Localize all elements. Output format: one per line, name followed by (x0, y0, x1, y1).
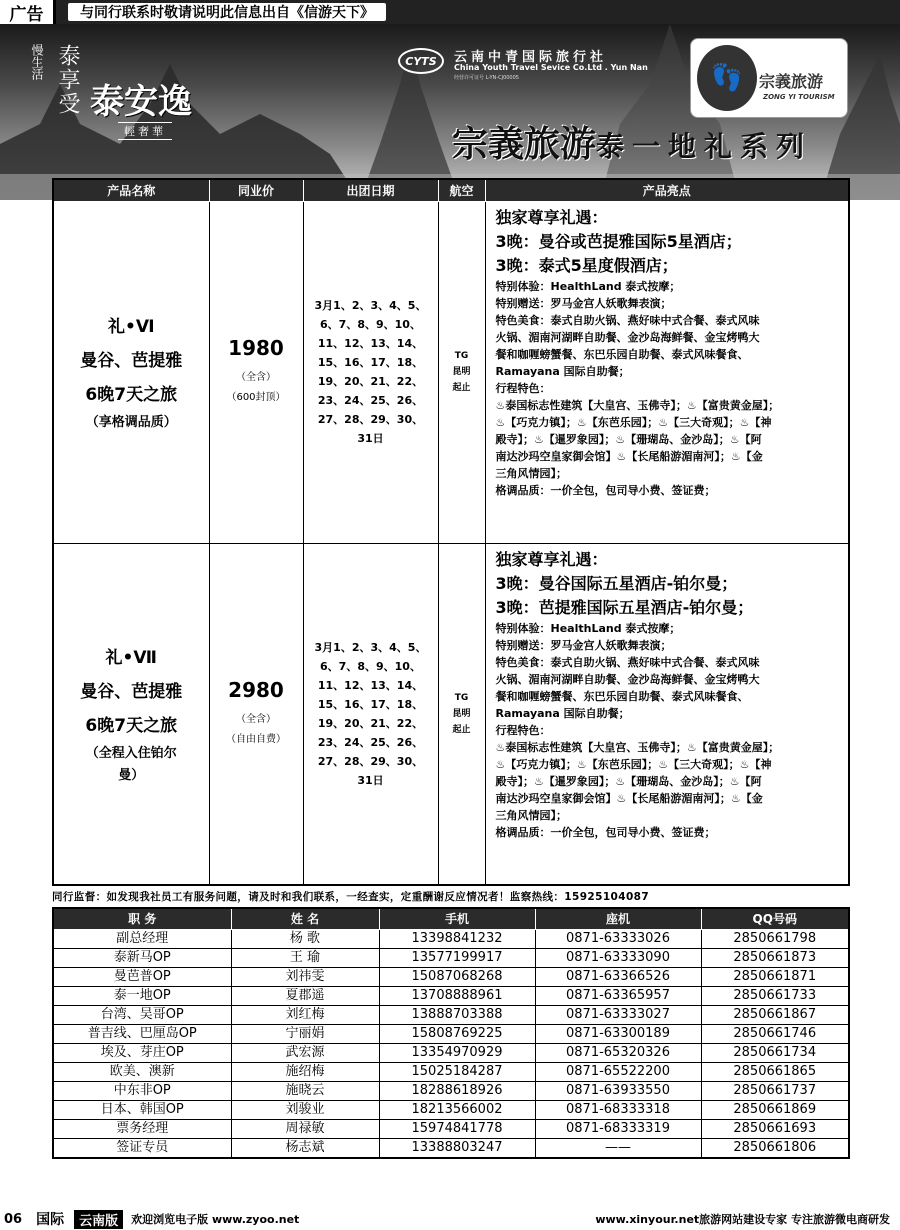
ad-tag: 广告 (0, 0, 56, 24)
highlight-line: 特别赠送：罗马金宫人妖歌舞表演； (495, 296, 672, 310)
price-note: （600封顶） (226, 392, 286, 403)
contact-row (53, 967, 849, 986)
airline (438, 201, 485, 543)
cyts-logo-icon: CYTS (398, 48, 444, 74)
contact-qq: 2850661806 (701, 1138, 849, 1158)
footer-right-link[interactable]: www.xinyour.net旅游网站建设专家 专注旅游微电商研发 (595, 1213, 890, 1226)
date-line: 11、12、13、14、 (317, 678, 424, 692)
contact-phone: —— (535, 1138, 701, 1158)
contact-name: 刘祎雯 (231, 967, 379, 986)
brand-vertical-small: 慢生活 (30, 44, 44, 80)
contact-phone: 0871-63333026 (535, 929, 701, 948)
section-label: 国际 (36, 1212, 65, 1228)
ad-bar (0, 0, 900, 24)
series-text: 泰一地礼系列 (596, 130, 813, 163)
date-line: 15、16、17、18、 (317, 697, 424, 711)
contact-name: 夏郡遥 (231, 986, 379, 1005)
page-footer (0, 1208, 900, 1230)
date-line: 11、12、13、14、 (317, 337, 424, 350)
contact-name: 周禄敏 (231, 1119, 379, 1138)
contact-mobile: 13577199917 (379, 948, 535, 967)
col-header: 产品名称 (53, 179, 209, 201)
agency-logo (398, 46, 698, 86)
supervision-note: 同行监督：如发现我社员工有服务问题，请及时和我们联系，一经查实，定重酬谢反应情况者！监察热线：15925104087 (52, 891, 650, 903)
contact-row (53, 1100, 849, 1119)
highlight-title: 独家尊享礼遇： (495, 549, 608, 569)
contact-qq: 2850661737 (701, 1081, 849, 1100)
highlight-line: 特别赠送：罗马金宫人妖歌舞表演； (495, 638, 672, 652)
contact-role: 日本、韩国OP (53, 1100, 231, 1119)
contact-name: 王 瑜 (231, 948, 379, 967)
agency-name-en: China Youth Travel Sevice Co.Ltd . Yun Nan (454, 63, 648, 72)
highlight-line: 格调品质：一价全包，包司导小费、签证费； (495, 825, 716, 839)
header-banner (0, 24, 900, 200)
date-line: 23、24、25、26、 (317, 735, 424, 749)
highlight-line: ♨【巧克力镇】；♨【东芭乐园】；♨【三大奇观】；♨【神 (495, 757, 772, 771)
contact-qq: 2850661746 (701, 1024, 849, 1043)
brand-sub: 輕奢華 (118, 122, 172, 140)
contact-mobile: 15087068268 (379, 967, 535, 986)
highlight-line: 殿寺】；♨【暹罗象园】；♨【珊瑚岛、金沙岛】；♨【阿 (495, 774, 762, 788)
contact-role: 泰一地OP (53, 986, 231, 1005)
product-table (52, 178, 850, 886)
contact-name: 杨志斌 (231, 1138, 379, 1158)
contact-qq: 2850661873 (701, 948, 849, 967)
product-route: 曼谷、芭提雅 (80, 681, 183, 702)
contact-mobile: 13354970929 (379, 1043, 535, 1062)
date-line: 19、20、21、22、 (317, 375, 424, 388)
contact-qq: 2850661798 (701, 929, 849, 948)
contact-phone: 0871-68333319 (535, 1119, 701, 1138)
contact-row (53, 948, 849, 967)
airline-line: 起止 (452, 383, 471, 393)
date-line: 31日 (357, 432, 384, 445)
brand-vertical-big: 泰享受 (55, 44, 80, 116)
highlight-title: 3晚：芭提雅国际五星酒店-铂尔曼； (495, 597, 754, 617)
contact-phone: 0871-63300189 (535, 1024, 701, 1043)
highlight-line: 南达沙玛空皇家御会馆】♨【长尾船游湄南河】；♨【金 (495, 791, 763, 805)
contact-row (53, 1119, 849, 1138)
contact-mobile: 13708888961 (379, 986, 535, 1005)
contact-name: 杨 歌 (231, 929, 379, 948)
agency-license: 经营许可证号 L-YN-CJ00005 (454, 75, 519, 81)
contact-role: 欧美、澳新 (53, 1062, 231, 1081)
col-header: 座机 (535, 908, 701, 929)
highlight-line: 特别体验：HealthLand 泰式按摩； (495, 621, 681, 635)
contact-name: 武宏源 (231, 1043, 379, 1062)
highlight-line: 特色美食：泰式自助火锅、燕好味中式合餐、泰式风味 (495, 313, 760, 327)
contact-name: 宁丽娟 (231, 1024, 379, 1043)
airline (438, 543, 485, 885)
contact-phone: 0871-63333027 (535, 1005, 701, 1024)
contact-mobile: 13888703388 (379, 1005, 535, 1024)
product-duration: 6晚7天之旅 (85, 715, 178, 736)
date-line: 27、28、29、30、 (317, 754, 424, 768)
departure-dates (303, 201, 438, 543)
date-line: 27、28、29、30、 (317, 413, 424, 426)
product-row (53, 201, 849, 543)
col-header: 姓 名 (231, 908, 379, 929)
contact-phone: 0871-63365957 (535, 986, 701, 1005)
zongyi-logo-cn: 宗義旅游 (759, 72, 824, 91)
product-quality: （全程入住铂尔曼） (85, 745, 177, 783)
footer-left-link[interactable]: 欢迎浏览电子版 www.zyoo.net (131, 1213, 300, 1226)
highlight-title: 3晚：曼谷国际五星酒店-铂尔曼； (495, 573, 738, 593)
airline-line: 昆明 (452, 367, 471, 377)
product-price (209, 543, 303, 885)
product-code: 礼•Ⅵ (107, 317, 155, 337)
contact-role: 票务经理 (53, 1119, 231, 1138)
product-quality: （享格调品质） (85, 415, 177, 430)
contact-qq: 2850661867 (701, 1005, 849, 1024)
contact-name: 施绍梅 (231, 1062, 379, 1081)
contact-qq: 2850661693 (701, 1119, 849, 1138)
date-line: 3月1、2、3、4、5、 (314, 640, 427, 654)
contact-phone: 0871-63333090 (535, 948, 701, 967)
contact-name: 刘骏业 (231, 1100, 379, 1119)
contact-role: 曼芭普OP (53, 967, 231, 986)
highlight-title: 3晚：泰式5星度假酒店； (495, 255, 678, 275)
highlight-line: ♨泰国标志性建筑【大皇宫、玉佛寺】；♨【富贵黄金屋】； (495, 398, 780, 412)
contact-qq: 2850661733 (701, 986, 849, 1005)
contact-role: 中东非OP (53, 1081, 231, 1100)
highlight-line: Ramayana 国际自助餐； (495, 706, 630, 720)
thai-brand-logo (30, 44, 220, 138)
highlight-line: 行程特色： (495, 381, 551, 395)
contact-mobile: 15025184287 (379, 1062, 535, 1081)
col-header: 职 务 (53, 908, 231, 929)
col-header: 出团日期 (303, 179, 438, 201)
highlight-line: Ramayana 国际自助餐； (495, 364, 630, 378)
contact-name: 刘红梅 (231, 1005, 379, 1024)
highlight-line: 餐和咖喱螃蟹餐、东巴乐园自助餐、泰式风味餐食、 (495, 689, 749, 703)
airline-line: 昆明 (452, 708, 471, 719)
date-line: 3月1、2、3、4、5、 (314, 299, 427, 312)
highlight-line: 特别体验：HealthLand 泰式按摩； (495, 279, 681, 293)
contact-phone: 0871-63366526 (535, 967, 701, 986)
product-duration: 6晚7天之旅 (85, 385, 178, 405)
highlight-title: 3晚：曼谷或芭提雅国际5星酒店； (495, 231, 742, 251)
contact-row (53, 1062, 849, 1081)
page-number: 06 (4, 1211, 23, 1227)
product-code: 礼•Ⅶ (105, 647, 157, 668)
contacts-header (53, 908, 849, 929)
highlight-line: 火锅、湄南河湖畔自助餐、金沙岛海鲜餐、金宝烤鸭大 (495, 330, 760, 344)
product-route: 曼谷、芭提雅 (80, 351, 183, 371)
contact-role: 副总经理 (53, 929, 231, 948)
contact-qq: 2850661734 (701, 1043, 849, 1062)
date-line: 6、7、8、9、10、 (320, 318, 421, 331)
contact-row (53, 986, 849, 1005)
contact-role: 普吉线、巴厘岛OP (53, 1024, 231, 1043)
contact-role: 埃及、芽庄OP (53, 1043, 231, 1062)
zongyi-logo-en: ZONG YI TOURISM (763, 93, 835, 101)
contact-row (53, 1043, 849, 1062)
product-highlights (485, 543, 849, 885)
contact-phone: 0871-65320326 (535, 1043, 701, 1062)
highlight-line: 格调品质：一价全包，包司导小费、签证费； (495, 483, 716, 497)
highlight-line: 三角风情园】； (495, 808, 567, 822)
contact-mobile: 18213566002 (379, 1100, 535, 1119)
agency-name-cn: 云南中青国际旅行社 (454, 50, 608, 65)
contact-name: 施晓云 (231, 1081, 379, 1100)
price-note: （自由自费） (226, 733, 286, 745)
contact-mobile: 13398841232 (379, 929, 535, 948)
contact-phone: 0871-68333318 (535, 1100, 701, 1119)
highlight-line: 餐和咖喱螃蟹餐、东巴乐园自助餐、泰式风味餐食、 (495, 347, 749, 361)
highlight-title: 独家尊享礼遇： (495, 207, 608, 227)
contact-row (53, 1081, 849, 1100)
highlight-line: 殿寺】；♨【暹罗象园】；♨【珊瑚岛、金沙岛】；♨【阿 (495, 432, 762, 446)
date-line: 31日 (357, 773, 384, 787)
highlight-line: 三角风情园】； (495, 466, 567, 480)
ad-notice: 与同行联系时敬请说明此信息出自《信游天下》 (68, 3, 386, 21)
price-value: 2980 (228, 677, 284, 702)
series-brand: 宗義旅游 (452, 123, 597, 165)
contact-mobile: 18288618926 (379, 1081, 535, 1100)
highlight-line: 行程特色： (495, 723, 551, 737)
airline-line: 起止 (452, 724, 471, 735)
highlight-line: ♨泰国标志性建筑【大皇宫、玉佛寺】；♨【富贵黄金屋】； (495, 740, 780, 754)
contact-role: 台湾、吴哥OP (53, 1005, 231, 1024)
footprint-icon: 👣 (697, 45, 757, 111)
date-line: 19、20、21、22、 (317, 716, 424, 730)
product-row (53, 543, 849, 885)
highlight-line: 火锅、湄南河湖畔自助餐、金沙岛海鲜餐、金宝烤鸭大 (495, 672, 760, 686)
contact-row (53, 1005, 849, 1024)
contact-phone: 0871-65522200 (535, 1062, 701, 1081)
contact-mobile: 15808769225 (379, 1024, 535, 1043)
date-line: 23、24、25、26、 (317, 394, 424, 407)
contact-role: 签证专员 (53, 1138, 231, 1158)
contact-row (53, 929, 849, 948)
contact-phone: 0871-63933550 (535, 1081, 701, 1100)
col-header: 航空 (438, 179, 485, 201)
airline-line: TG (454, 692, 469, 703)
col-header: 同业价 (209, 179, 303, 201)
series-title (452, 116, 812, 167)
price-note: （全含） (236, 713, 276, 725)
airline-line: TG (454, 351, 469, 361)
date-line: 15、16、17、18、 (317, 356, 424, 369)
col-header: 产品亮点 (485, 179, 849, 201)
contacts-table (52, 907, 850, 1159)
price-value: 1980 (228, 336, 284, 360)
product-name (53, 543, 209, 885)
contact-row (53, 1138, 849, 1158)
contact-row (53, 1024, 849, 1043)
product-price (209, 201, 303, 543)
price-note: （全含） (236, 372, 276, 383)
product-table-header (53, 179, 849, 201)
contact-role: 泰新马OP (53, 948, 231, 967)
highlight-line: 南达沙玛空皇家御会馆】♨【长尾船游湄南河】；♨【金 (495, 449, 763, 463)
contact-mobile: 13388803247 (379, 1138, 535, 1158)
date-line: 6、7、8、9、10、 (320, 659, 421, 673)
contact-mobile: 15974841778 (379, 1119, 535, 1138)
col-header: 手机 (379, 908, 535, 929)
zongyi-logo (690, 38, 848, 118)
contacts-body (53, 929, 849, 1158)
highlight-line: ♨【巧克力镇】；♨【东芭乐园】；♨【三大奇观】；♨【神 (495, 415, 772, 429)
highlight-line: 特色美食：泰式自助火锅、燕好味中式合餐、泰式风味 (495, 655, 760, 669)
product-name (53, 201, 209, 543)
brand-name: 泰安逸 (90, 82, 192, 122)
departure-dates (303, 543, 438, 885)
edition-badge: 云南版 (74, 1210, 123, 1229)
contact-qq: 2850661871 (701, 967, 849, 986)
product-highlights (485, 201, 849, 543)
contact-qq: 2850661869 (701, 1100, 849, 1119)
contact-qq: 2850661865 (701, 1062, 849, 1081)
col-header: QQ号码 (701, 908, 849, 929)
